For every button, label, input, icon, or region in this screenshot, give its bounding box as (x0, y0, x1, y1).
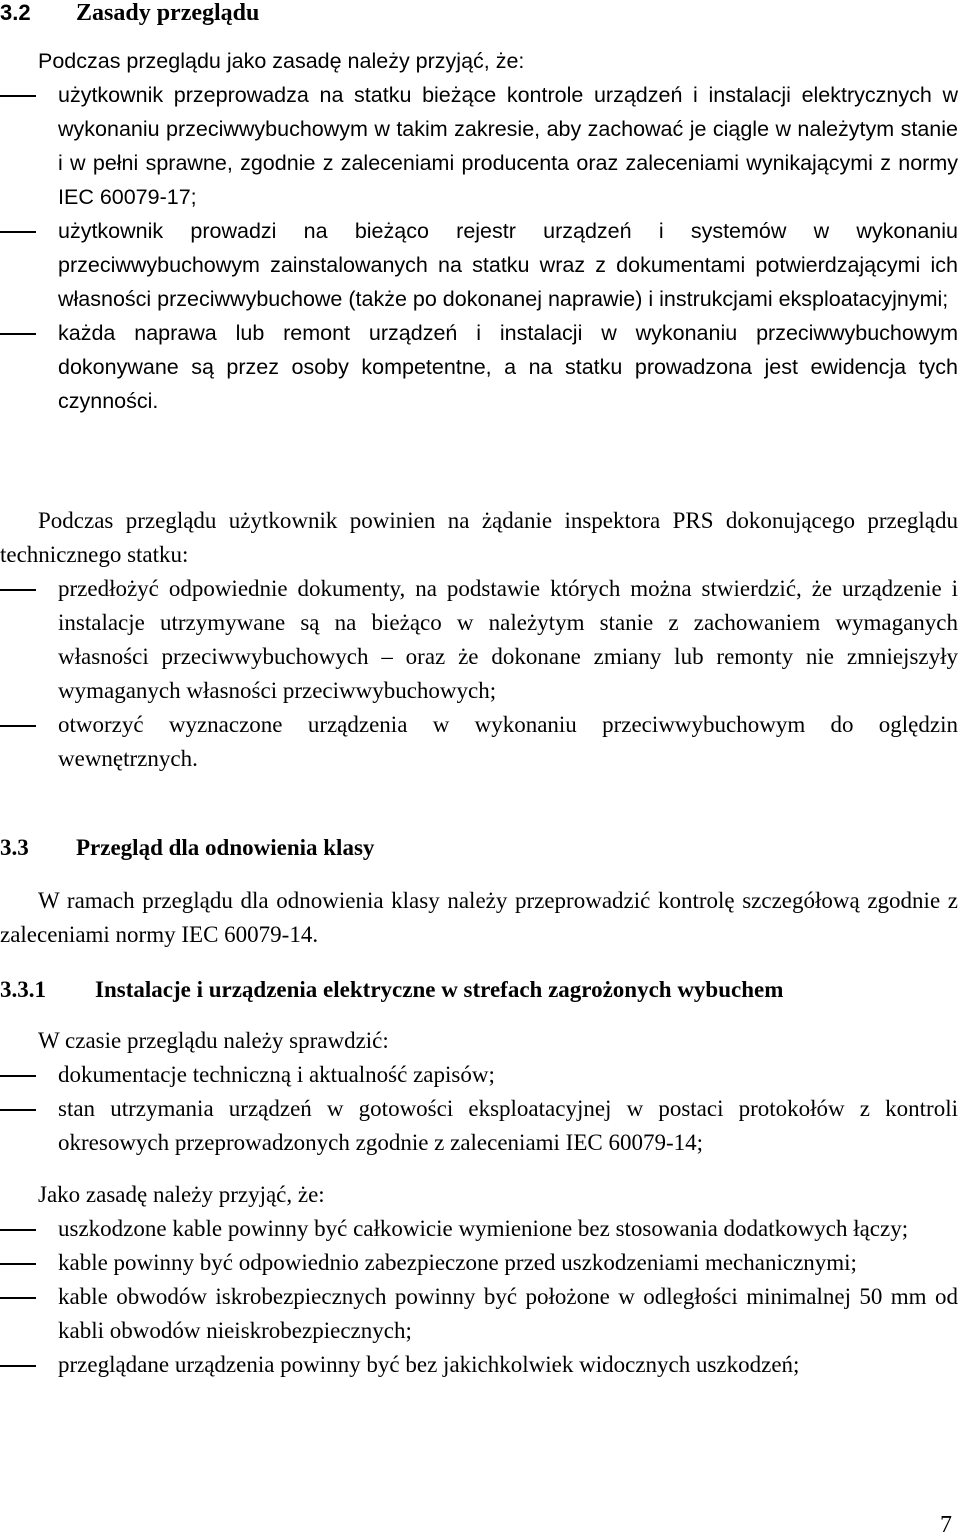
list-item: każda naprawa lub remont urządzeń i instalacji w wykonaniu przeciwwybuchowym dokonywane są przez osoby kompetentne, a na statku prowadzona jest ewidencja tych czynności. (0, 316, 958, 418)
section-3-2-list-2 (0, 572, 958, 776)
section-3-3-1-list-2 (0, 1212, 958, 1382)
section-3-2-intro: Podczas przeglądu jako zasadę należy przyjąć, że: (38, 49, 525, 73)
section-number: 3.3.1 (0, 977, 46, 1002)
section-title: Przegląd dla odnowienia klasy (76, 835, 375, 860)
section-number: 3.3 (0, 835, 29, 860)
list-item: dokumentacje techniczną i aktualność zapisów; (0, 1058, 958, 1092)
section-3-2-heading (0, 0, 259, 27)
list-item: przedłożyć odpowiednie dokumenty, na podstawie których można stwierdzić, że urządzenie i instalacje utrzymywane są na bieżąco w należytym stanie z zachowaniem wymaganych własności przeciwwybuchowych – oraz że dokonane zmiany lub remonty nie zmniejszyły wymaganych własności przeciwwybuchowych; (0, 572, 958, 708)
section-number: 3.2 (0, 0, 31, 25)
list-item: kable powinny być odpowiednio zabezpieczone przed uszkodzeniami mechanicznymi; (0, 1246, 958, 1280)
list-item: otworzyć wyznaczone urządzenia w wykonaniu przeciwwybuchowym do oględzin wewnętrznych. (0, 708, 958, 776)
page-number: 7 (940, 1512, 952, 1538)
section-3-3-1-heading (0, 977, 783, 1003)
list-item: użytkownik przeprowadza na statku bieżące kontrole urządzeń i instalacji elektrycznych w wykonaniu przeciwwybuchowym w takim zakresie, aby zachować je ciągle w należytym stanie i w pełni sprawne, zgodnie z zaleceniami producenta oraz zaleceniami wynikającymi z normy IEC 60079-17; (0, 78, 958, 214)
section-title: Instalacje i urządzenia elektryczne w strefach zagrożonych wybuchem (95, 977, 784, 1002)
section-3-3-1-list (0, 1058, 958, 1160)
section-3-2-paragraph: Podczas przeglądu użytkownik powinien na żądanie inspektora PRS dokonującego przeglądu technicznego statku: (0, 508, 958, 567)
list-item: stan utrzymania urządzeń w gotowości eksploatacyjnej w postaci protokołów z kontroli okresowych przeprowadzonych zgodnie z zaleceniami IEC 60079-14; (0, 1092, 958, 1160)
section-3-3-text: W ramach przeglądu dla odnowienia klasy należy przeprowadzić kontrolę szczegółową zgodnie z zaleceniami normy IEC 60079-14. (0, 888, 958, 947)
section-3-3-1-intro-2: Jako zasadę należy przyjąć, że: (38, 1182, 325, 1207)
section-3-3-heading (0, 835, 374, 861)
section-title: Zasady przeglądu (76, 0, 260, 26)
list-item: przeglądane urządzenia powinny być bez jakichkolwiek widocznych uszkodzeń; (0, 1348, 958, 1382)
section-3-3-1-intro: W czasie przeglądu należy sprawdzić: (38, 1028, 389, 1053)
list-item: kable obwodów iskrobezpiecznych powinny być położone w odległości minimalnej 50 mm od kabli obwodów nieiskrobezpiecznych; (0, 1280, 958, 1348)
list-item: uszkodzone kable powinny być całkowicie wymienione bez stosowania dodatkowych łączy; (0, 1212, 958, 1246)
section-3-2-list (0, 78, 958, 418)
list-item: użytkownik prowadzi na bieżąco rejestr urządzeń i systemów w wykonaniu przeciwwybuchowym zainstalowanych na statku wraz z dokumentami potwierdzającymi ich własności przeciwwybuchowe (także po dokonanej naprawie) i instrukcjami eksploatacyjnymi; (0, 214, 958, 316)
